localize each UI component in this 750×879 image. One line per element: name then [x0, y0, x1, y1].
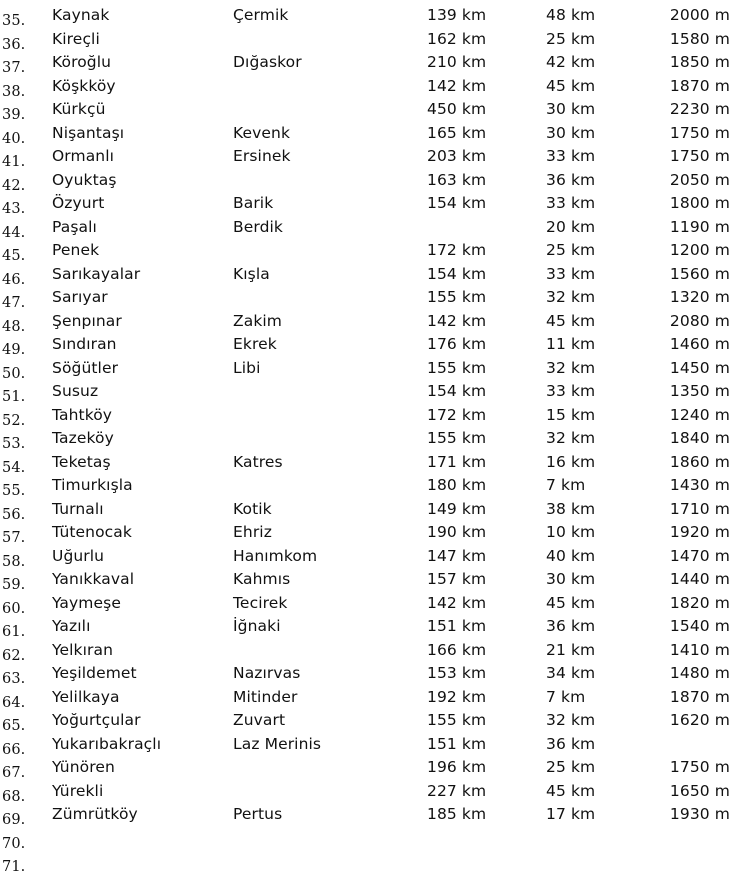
- table-row: [0, 262, 750, 286]
- table-row: [0, 121, 750, 145]
- village-name: Susuz: [52, 382, 99, 400]
- village-name: Köroğlu: [52, 53, 112, 71]
- row-number: 52.: [2, 412, 26, 429]
- old-name: Laz Merinis: [233, 734, 322, 753]
- distance-2: 45 km: [546, 76, 596, 95]
- table-row: [0, 403, 750, 427]
- distance-2: 33 km: [546, 194, 596, 212]
- distance-2: 32 km: [546, 711, 596, 729]
- distance-1: 151 km: [427, 734, 487, 753]
- table-row: [0, 614, 750, 638]
- row-number: 47.: [2, 295, 26, 311]
- table-row: [0, 732, 750, 756]
- row-number: 62.: [2, 647, 26, 664]
- row-number: 71.: [2, 859, 26, 875]
- altitude: 1470 m: [669, 546, 730, 565]
- distance-1: 142 km: [427, 311, 487, 330]
- table-row: [0, 168, 750, 192]
- altitude: 1620 m: [669, 711, 730, 729]
- table-row: [0, 685, 750, 709]
- altitude: 1750 m: [669, 758, 730, 776]
- old-name: Katres: [233, 452, 283, 471]
- old-name: Dığaskor: [233, 53, 302, 71]
- row-number: 63.: [2, 671, 26, 687]
- altitude: 1870 m: [669, 687, 730, 706]
- altitude: 1870 m: [669, 76, 730, 95]
- distance-1: 450 km: [427, 100, 487, 118]
- row-number: 48.: [2, 318, 26, 335]
- distance-2: 30 km: [546, 570, 596, 588]
- row-number: 45.: [2, 248, 26, 264]
- village-name: Yeşildemet: [52, 664, 137, 682]
- distance-2: 15 km: [546, 405, 596, 424]
- row-number: 35.: [2, 13, 26, 29]
- distance-1: 227 km: [427, 781, 487, 800]
- row-number: 50.: [2, 365, 26, 382]
- distance-1: 153 km: [427, 664, 487, 682]
- altitude: 1440 m: [669, 570, 730, 588]
- distance-2: 36 km: [546, 170, 596, 189]
- village-name: Yürekli: [52, 781, 104, 800]
- distance-1: 166 km: [427, 640, 487, 659]
- distance-2: 45 km: [546, 781, 596, 800]
- row-number: 39.: [2, 107, 26, 123]
- altitude: 1460 m: [669, 335, 730, 353]
- distance-1: 155 km: [427, 288, 487, 306]
- row-number: 46.: [2, 271, 26, 288]
- table-row: [0, 497, 750, 521]
- table-row: [0, 802, 750, 826]
- old-name: Kevenk: [233, 123, 291, 142]
- distance-1: 172 km: [427, 405, 487, 424]
- altitude: 2080 m: [669, 311, 730, 330]
- table-row: [0, 755, 750, 779]
- village-name: Kireçli: [52, 29, 100, 48]
- village-name: Yaymeşe: [52, 593, 121, 612]
- distance-1: 155 km: [427, 429, 487, 447]
- distance-2: 32 km: [546, 288, 596, 306]
- altitude: 1820 m: [669, 593, 730, 612]
- old-name: Ehriz: [233, 523, 272, 541]
- distance-2: 11 km: [546, 335, 596, 353]
- altitude: 1200 m: [669, 241, 730, 259]
- table-row: [0, 473, 750, 497]
- distance-1: 147 km: [427, 546, 487, 565]
- table-row: [0, 520, 750, 544]
- distance-1: 180 km: [427, 476, 487, 494]
- row-number: 58.: [2, 553, 26, 570]
- table-row: [0, 74, 750, 98]
- altitude: 1750 m: [669, 147, 730, 165]
- row-number: 57.: [2, 530, 26, 546]
- row-number: 44.: [2, 224, 26, 241]
- row-number: 55.: [2, 483, 26, 499]
- old-name: Zuvart: [233, 711, 286, 729]
- village-name: Yünören: [52, 758, 115, 776]
- distance-1: 203 km: [427, 147, 487, 165]
- village-name: Oyuktaş: [52, 170, 117, 189]
- row-number: 43.: [2, 201, 26, 217]
- old-name: Libi: [233, 358, 261, 377]
- row-number: 68.: [2, 788, 26, 805]
- distance-1: 190 km: [427, 523, 487, 541]
- table-row: [0, 450, 750, 474]
- old-name: Mitinder: [233, 687, 298, 706]
- village-name: Özyurt: [52, 194, 105, 212]
- table-row: [0, 97, 750, 121]
- altitude: 2230 m: [669, 100, 730, 118]
- altitude: 1430 m: [669, 476, 730, 494]
- distance-2: 40 km: [546, 546, 596, 565]
- row-number: 36.: [2, 36, 26, 53]
- village-name: Söğütler: [52, 358, 119, 377]
- row-number: 40.: [2, 130, 26, 147]
- row-number: 38.: [2, 83, 26, 100]
- distance-1: 196 km: [427, 758, 487, 776]
- row-number: 70.: [2, 835, 26, 852]
- altitude: 1930 m: [669, 805, 730, 823]
- village-name: Timurkışla: [52, 476, 133, 494]
- row-number: 67.: [2, 765, 26, 781]
- altitude: 1750 m: [669, 123, 730, 142]
- village-name: Paşalı: [52, 217, 97, 236]
- village-name: Penek: [52, 241, 100, 259]
- table-row: [0, 591, 750, 615]
- altitude: 1920 m: [669, 523, 730, 541]
- table-row: [0, 3, 750, 27]
- table-row: [0, 50, 750, 74]
- old-name: Ersinek: [233, 147, 291, 165]
- altitude: 1860 m: [669, 452, 730, 471]
- table-row: [0, 426, 750, 450]
- row-number: 64.: [2, 694, 26, 711]
- row-number: 69.: [2, 812, 26, 828]
- distance-2: 7 km: [546, 687, 586, 706]
- altitude: 1800 m: [669, 194, 730, 212]
- row-number: 56.: [2, 506, 26, 523]
- village-name: Zümrütköy: [52, 805, 138, 823]
- village-name: Tahtköy: [52, 405, 113, 424]
- table-row: [0, 332, 750, 356]
- distance-1: 157 km: [427, 570, 487, 588]
- distance-2: 33 km: [546, 382, 596, 400]
- village-name: Teketaş: [52, 452, 111, 471]
- distance-2: 20 km: [546, 217, 596, 236]
- distance-1: 165 km: [427, 123, 487, 142]
- altitude: 1560 m: [669, 264, 730, 283]
- village-name: Yelkıran: [52, 640, 114, 659]
- table-row: [0, 708, 750, 732]
- village-name: Yanıkkaval: [52, 570, 135, 588]
- row-number: 37.: [2, 60, 26, 76]
- table-row: [0, 215, 750, 239]
- altitude: 1480 m: [669, 664, 730, 682]
- village-name: Yukarıbakraçlı: [52, 734, 162, 753]
- old-name: Barik: [233, 194, 274, 212]
- table-row: [0, 826, 750, 850]
- distance-2: 36 km: [546, 617, 596, 635]
- distance-1: 172 km: [427, 241, 487, 259]
- row-number: 65.: [2, 718, 26, 734]
- table-row: [0, 849, 750, 873]
- table-row: [0, 567, 750, 591]
- old-name: Çermik: [233, 6, 289, 24]
- row-number: 66.: [2, 741, 26, 758]
- village-name: Köşkköy: [52, 76, 116, 95]
- village-name: Yelilkaya: [52, 687, 120, 706]
- village-name: Turnalı: [52, 499, 104, 518]
- distance-1: 171 km: [427, 452, 487, 471]
- village-name: Sarıyar: [52, 288, 108, 306]
- distance-2: 30 km: [546, 100, 596, 118]
- distance-1: 139 km: [427, 6, 487, 24]
- old-name: Berdik: [233, 217, 283, 236]
- distance-2: 32 km: [546, 358, 596, 377]
- row-number: 49.: [2, 342, 26, 358]
- old-name: Nazırvas: [233, 664, 301, 682]
- distance-2: 25 km: [546, 29, 596, 48]
- old-name: Kotik: [233, 499, 272, 518]
- altitude: 1540 m: [669, 617, 730, 635]
- row-number: 51.: [2, 389, 26, 405]
- old-name: Pertus: [233, 805, 283, 823]
- village-name: Tazeköy: [52, 429, 114, 447]
- row-number: 60.: [2, 600, 26, 617]
- distance-2: 21 km: [546, 640, 596, 659]
- distance-2: 45 km: [546, 311, 596, 330]
- table-row: [0, 27, 750, 51]
- village-name: Nişantaşı: [52, 123, 125, 142]
- row-number: 53.: [2, 436, 26, 452]
- village-name: Kaynak: [52, 6, 110, 24]
- old-name: Kışla: [233, 264, 270, 283]
- distance-2: 32 km: [546, 429, 596, 447]
- table-row: [0, 544, 750, 568]
- distance-1: 151 km: [427, 617, 487, 635]
- altitude: 1840 m: [669, 429, 730, 447]
- village-name: Kürkçü: [52, 100, 106, 118]
- table-row: [0, 309, 750, 333]
- row-number: 41.: [2, 154, 26, 170]
- distance-1: 210 km: [427, 53, 487, 71]
- distance-2: 25 km: [546, 241, 596, 259]
- old-name: İğnaki: [233, 617, 281, 635]
- row-number: 61.: [2, 624, 26, 640]
- altitude: 1850 m: [669, 53, 730, 71]
- distance-2: 42 km: [546, 53, 596, 71]
- distance-2: 33 km: [546, 147, 596, 165]
- village-name: Şenpınar: [52, 311, 122, 330]
- table-row: [0, 191, 750, 215]
- altitude: 1190 m: [669, 217, 730, 236]
- distance-1: 155 km: [427, 358, 487, 377]
- distance-2: 17 km: [546, 805, 596, 823]
- table-row: [0, 779, 750, 803]
- distance-1: 142 km: [427, 76, 487, 95]
- table-row: [0, 638, 750, 662]
- distance-2: 30 km: [546, 123, 596, 142]
- old-name: Zakim: [233, 311, 282, 330]
- altitude: 1650 m: [669, 781, 730, 800]
- altitude: 1350 m: [669, 382, 730, 400]
- altitude: 1580 m: [669, 29, 730, 48]
- distance-2: 16 km: [546, 452, 596, 471]
- altitude: 1710 m: [669, 499, 730, 518]
- distance-1: 149 km: [427, 499, 487, 518]
- village-name: Sarıkayalar: [52, 264, 141, 283]
- table-row: [0, 356, 750, 380]
- altitude: 2050 m: [669, 170, 730, 189]
- table-row: [0, 379, 750, 403]
- row-number: 54.: [2, 459, 26, 476]
- distance-1: 154 km: [427, 194, 487, 212]
- distance-2: 34 km: [546, 664, 596, 682]
- old-name: Kahmıs: [233, 570, 291, 588]
- distance-2: 7 km: [546, 476, 586, 494]
- village-name: Tütenocak: [52, 523, 132, 541]
- village-name: Uğurlu: [52, 546, 105, 565]
- distance-2: 48 km: [546, 6, 596, 24]
- distance-1: 185 km: [427, 805, 487, 823]
- altitude: 1450 m: [669, 358, 730, 377]
- altitude: 2000 m: [669, 6, 730, 24]
- distance-2: 36 km: [546, 734, 596, 753]
- table-row: [0, 661, 750, 685]
- village-name: Yazılı: [52, 617, 91, 635]
- distance-1: 154 km: [427, 264, 487, 283]
- altitude: 1320 m: [669, 288, 730, 306]
- old-name: Tecirek: [233, 593, 288, 612]
- old-name: Hanımkom: [233, 546, 318, 565]
- distance-2: 10 km: [546, 523, 596, 541]
- distance-1: 142 km: [427, 593, 487, 612]
- distance-1: 155 km: [427, 711, 487, 729]
- distance-1: 154 km: [427, 382, 487, 400]
- table-row: [0, 144, 750, 168]
- altitude: 1240 m: [669, 405, 730, 424]
- table-row: [0, 238, 750, 262]
- row-number: 59.: [2, 577, 26, 593]
- row-number: 42.: [2, 177, 26, 194]
- old-name: Ekrek: [233, 335, 277, 353]
- distance-2: 25 km: [546, 758, 596, 776]
- village-name: Ormanlı: [52, 147, 115, 165]
- altitude: 1410 m: [669, 640, 730, 659]
- distance-2: 38 km: [546, 499, 596, 518]
- distance-1: 162 km: [427, 29, 487, 48]
- village-name: Yoğurtçular: [52, 711, 141, 729]
- distance-1: 163 km: [427, 170, 487, 189]
- distance-1: 192 km: [427, 687, 487, 706]
- distance-2: 33 km: [546, 264, 596, 283]
- village-name: Sındıran: [52, 335, 117, 353]
- table-row: [0, 285, 750, 309]
- distance-1: 176 km: [427, 335, 487, 353]
- distance-2: 45 km: [546, 593, 596, 612]
